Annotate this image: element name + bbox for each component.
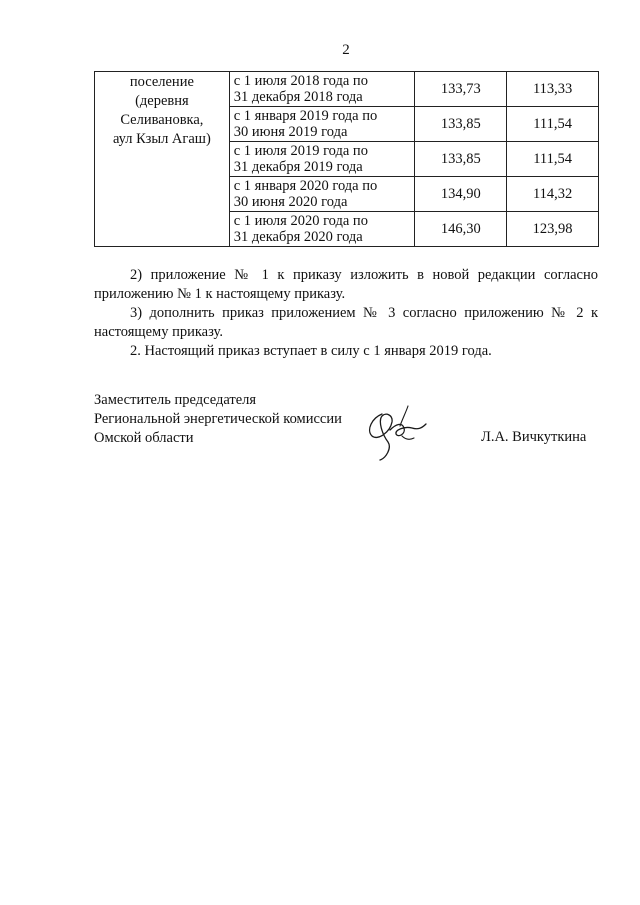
order-paragraphs (94, 266, 598, 361)
page-number: 2 (342, 42, 350, 58)
position-line: Омской области (94, 430, 194, 446)
tariff-value-2: 113,33 (507, 72, 599, 107)
tariff-value-2: 114,32 (507, 177, 599, 212)
tariff-table (94, 71, 599, 247)
position-line: Заместитель председателя (94, 392, 257, 408)
period-line: с 1 июля 2019 года по (233, 143, 368, 159)
signatory-position (94, 391, 342, 448)
settlement-line: (деревня (135, 93, 189, 109)
period-cell (229, 142, 415, 177)
signer-name: Л.А. Вичкуткина (481, 429, 587, 445)
settlement-line: Селивановка, (120, 112, 204, 128)
paragraph-amend-appendix-1: 2) приложение № 1 к приказу изложить в новой редакции согласно приложению № 1 к настоящему приказу. (94, 267, 598, 302)
tariff-value-1: 146,30 (415, 212, 507, 247)
period-cell (229, 212, 415, 247)
paragraph-effective-date: 2. Настоящий приказ вступает в силу с 1 января 2019 года. (130, 343, 492, 359)
period-line: с 1 января 2020 года по (233, 178, 378, 194)
period-line: 30 июня 2019 года (233, 124, 348, 140)
tariff-value-2: 111,54 (507, 107, 599, 142)
period-line: 31 декабря 2020 года (233, 229, 363, 245)
handwritten-signature (362, 400, 430, 464)
tariff-value-2: 123,98 (507, 212, 599, 247)
tariff-value-1: 133,85 (415, 142, 507, 177)
settlement-line: аул Кзыл Агаш) (112, 131, 211, 147)
period-line: с 1 июля 2020 года по (233, 213, 368, 229)
period-cell (229, 107, 415, 142)
table-row (95, 72, 599, 107)
period-cell (229, 177, 415, 212)
tariff-value-2: 111,54 (507, 142, 599, 177)
period-line: с 1 июля 2018 года по (233, 73, 368, 89)
tariff-value-1: 133,73 (415, 72, 507, 107)
period-line: 31 декабря 2019 года (233, 159, 363, 175)
period-cell (229, 72, 415, 107)
period-line: с 1 января 2019 года по (233, 108, 378, 124)
settlement-cell (95, 72, 230, 247)
period-line: 31 декабря 2018 года (233, 89, 363, 105)
tariff-value-1: 133,85 (415, 107, 507, 142)
period-line: 30 июня 2020 года (233, 194, 348, 210)
settlement-line: поселение (129, 74, 194, 90)
tariff-value-1: 134,90 (415, 177, 507, 212)
paragraph-add-appendix-3: 3) дополнить приказ приложением № 3 согласно приложению № 2 к настоящему приказу. (94, 305, 598, 340)
position-line: Региональной энергетической комиссии (94, 411, 342, 427)
